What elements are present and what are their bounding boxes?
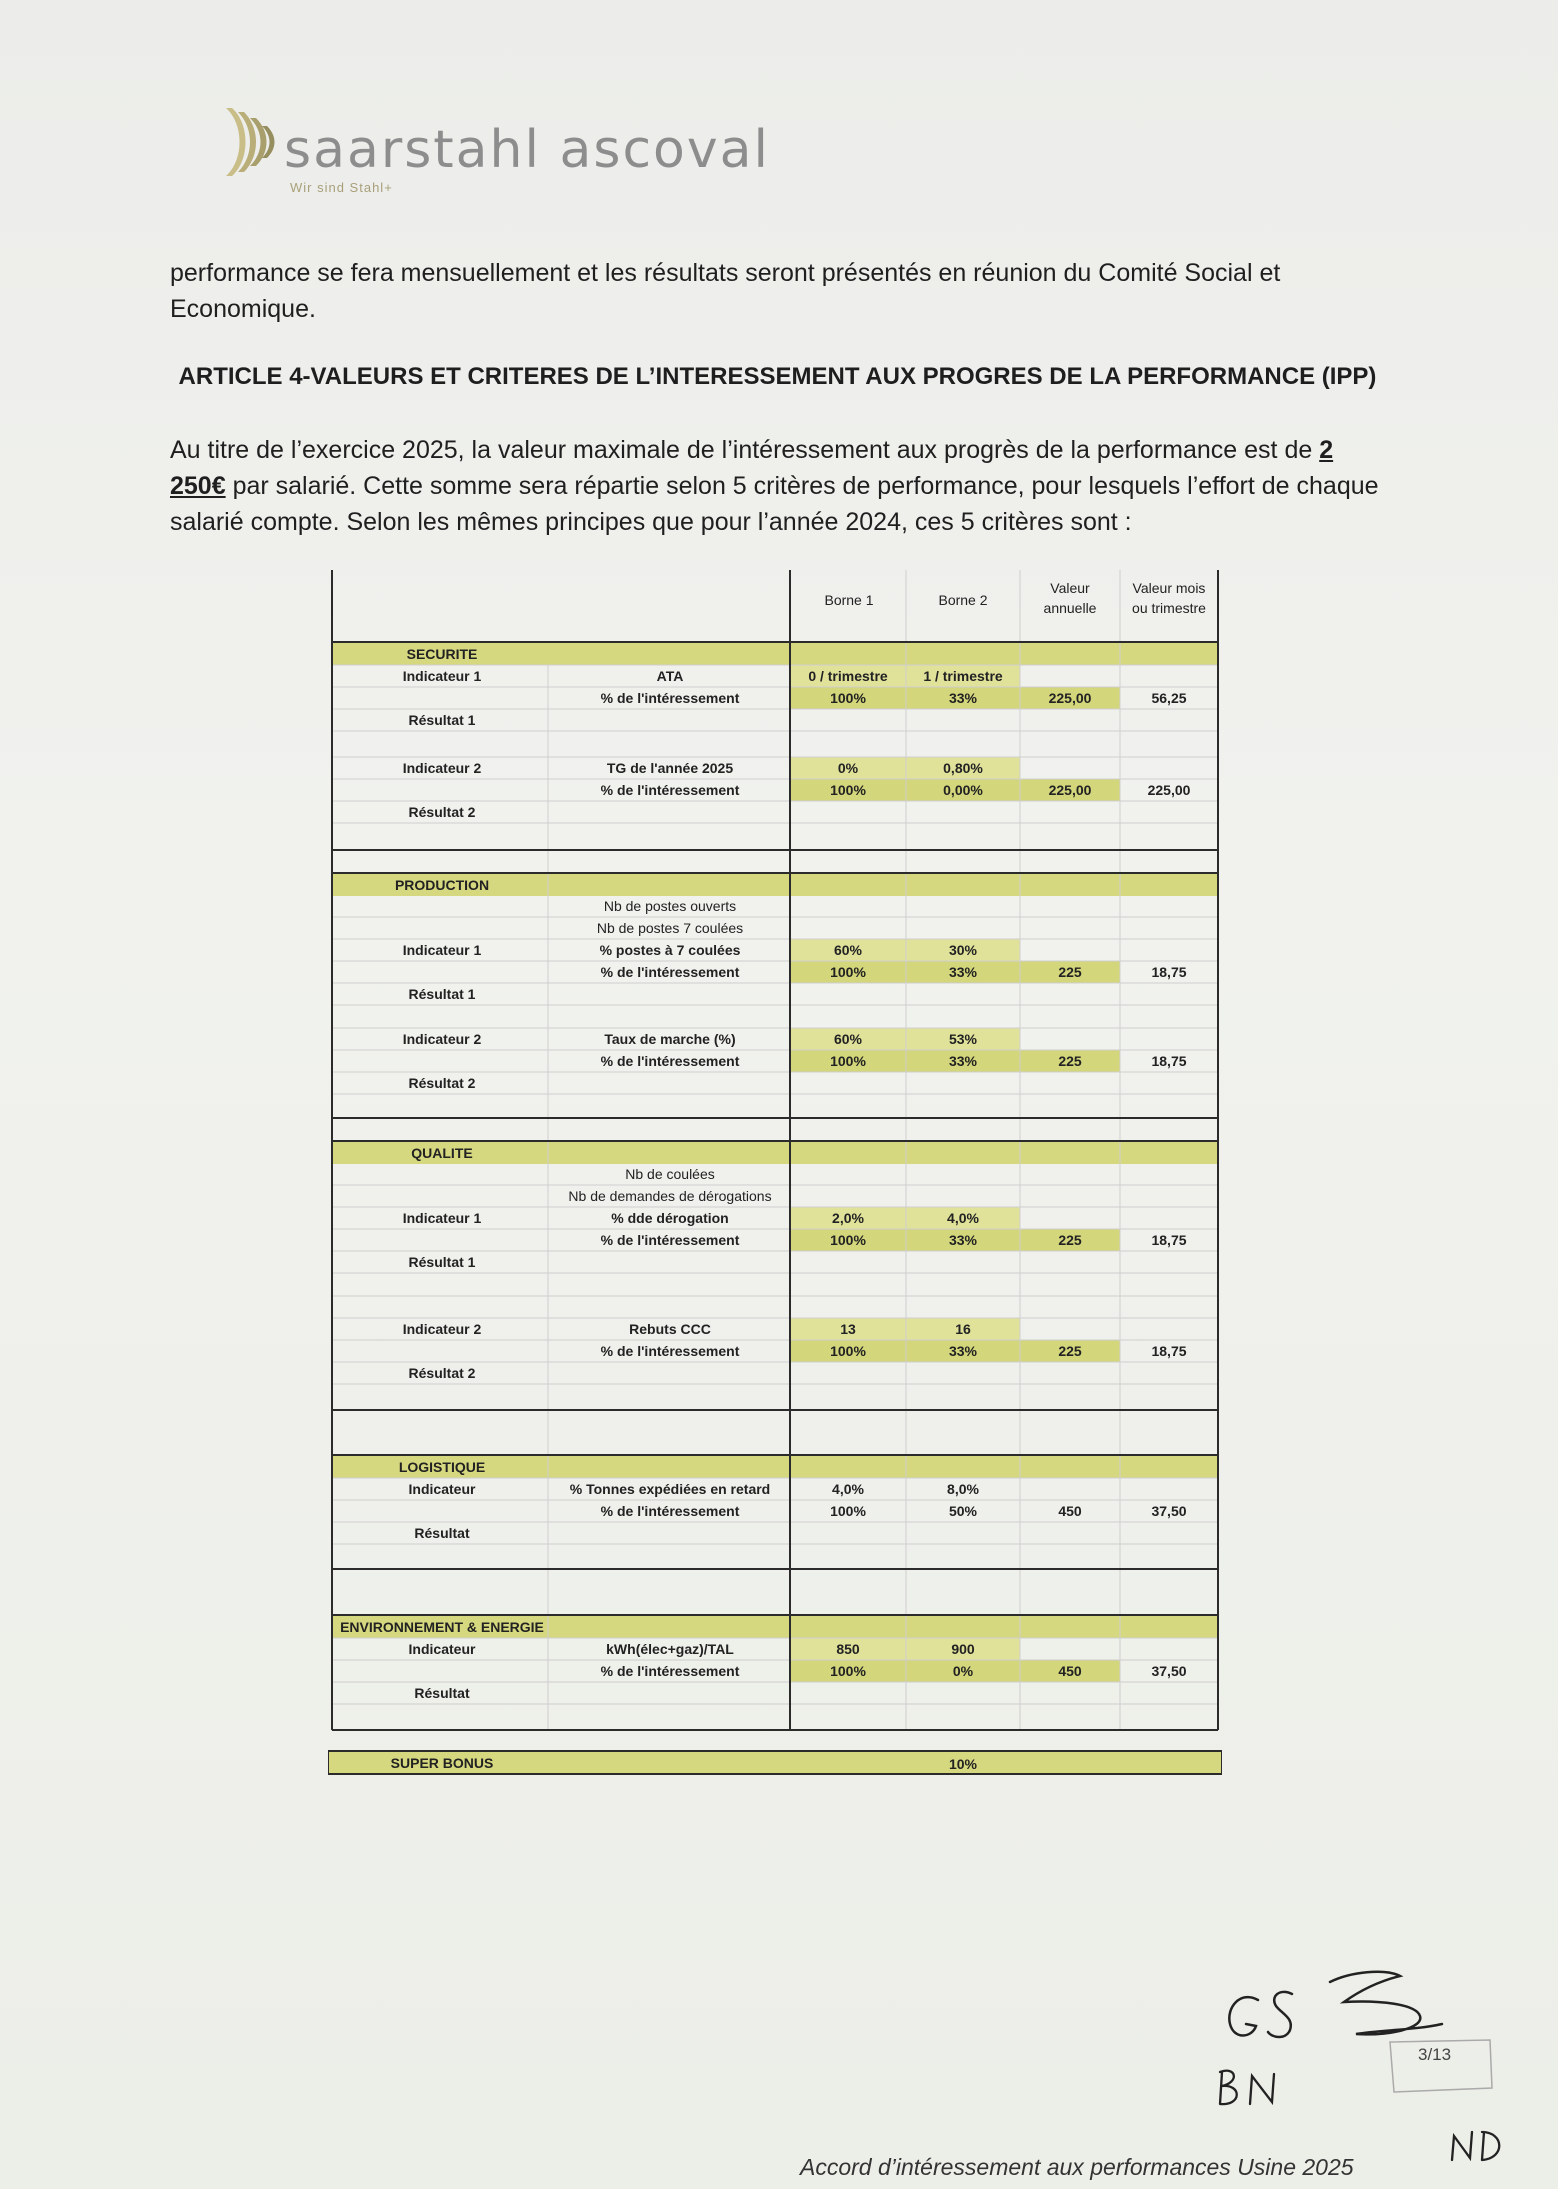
production-line-a: Nb de postes ouverts <box>603 898 737 914</box>
header-valeur-mois: Valeur mois ou trimestre <box>1132 580 1206 616</box>
logistique-ind: Indicateur <box>408 1481 476 1497</box>
securite-ind2: Indicateur 2 <box>402 760 482 776</box>
environnement-p2: 0% <box>952 1663 974 1679</box>
qualite-ind2-p1: 100% <box>830 1343 866 1359</box>
qualite-ind2-label: Rebuts CCC <box>629 1321 711 1337</box>
qualite-ind1-vm: 18,75 <box>1151 1232 1187 1248</box>
securite-ind2-b2: 0,80% <box>943 760 983 776</box>
environnement-b2: 900 <box>951 1641 975 1657</box>
qualite-ind2-vm: 18,75 <box>1151 1343 1187 1359</box>
securite-ind2-va: 225,00 <box>1048 782 1092 798</box>
max-amount: 2 250€ <box>170 436 1334 500</box>
qualite-res1: Résultat 1 <box>408 1254 476 1270</box>
section-securite: SECURITE <box>406 646 478 662</box>
environnement-b1: 850 <box>836 1641 860 1657</box>
qualite-ind1-va: 225 <box>1058 1232 1082 1248</box>
securite-ind2-vm: 225,00 <box>1147 782 1191 798</box>
logistique-res: Résultat <box>414 1525 470 1541</box>
securite-ind1-b1: 0 / trimestre <box>808 668 888 684</box>
qualite-ind2-va: 225 <box>1058 1343 1082 1359</box>
logo-mark-icon <box>222 104 282 180</box>
production-ind2-p1: 100% <box>830 1053 866 1069</box>
article-paragraph <box>170 432 1385 540</box>
securite-ind1-vm: 56,25 <box>1151 690 1187 706</box>
environnement-res: Résultat <box>414 1685 470 1701</box>
production-ind2-vm: 18,75 <box>1151 1053 1187 1069</box>
production-line-b: Nb de postes 7 coulées <box>596 920 744 936</box>
logo-tagline: Wir sind Stahl+ <box>290 180 393 195</box>
logistique-ind-label: % Tonnes expédiées en retard <box>569 1481 771 1497</box>
production-ind1: Indicateur 1 <box>402 942 482 958</box>
logistique-va: 450 <box>1058 1503 1082 1519</box>
securite-ind1: Indicateur 1 <box>402 668 482 684</box>
production-ind1-vm: 18,75 <box>1151 964 1187 980</box>
securite-ind1-pct-label: % de l'intéressement <box>600 690 740 706</box>
section-qualite: QUALITE <box>411 1145 473 1161</box>
production-ind1-pct-label: % de l'intéressement <box>600 964 740 980</box>
border-lines <box>328 570 1222 1774</box>
production-ind2-b2: 53% <box>948 1031 978 1047</box>
ipp-criteria-table <box>328 570 1222 1780</box>
production-ind1-p1: 100% <box>830 964 866 980</box>
qualite-ind1-p2: 33% <box>948 1232 978 1248</box>
production-ind2-p2: 33% <box>948 1053 978 1069</box>
super-bonus-value: 10% <box>948 1756 978 1772</box>
qualite-ind2-p2: 33% <box>948 1343 978 1359</box>
logistique-b1: 4,0% <box>832 1481 864 1497</box>
securite-ind2-pct-label: % de l'intéressement <box>600 782 740 798</box>
qualite-ind1-p1: 100% <box>830 1232 866 1248</box>
header-borne1: Borne 1 <box>824 592 874 608</box>
production-res2: Résultat 2 <box>408 1075 476 1091</box>
super-bonus-label: SUPER BONUS <box>390 1755 494 1771</box>
environnement-vm: 37,50 <box>1151 1663 1187 1679</box>
production-ind2-va: 225 <box>1058 1053 1082 1069</box>
logo-name: saarstahl ascoval <box>284 120 770 180</box>
production-ind2-pct-label: % de l'intéressement <box>600 1053 740 1069</box>
logistique-p2: 50% <box>948 1503 978 1519</box>
production-res1: Résultat 1 <box>408 986 476 1002</box>
production-ind2-b1: 60% <box>833 1031 863 1047</box>
environnement-ind: Indicateur <box>408 1641 476 1657</box>
qualite-line-b: Nb de demandes de dérogations <box>568 1188 772 1204</box>
logistique-vm: 37,50 <box>1151 1503 1187 1519</box>
securite-res2: Résultat 2 <box>408 804 476 820</box>
qualite-res2: Résultat 2 <box>408 1365 476 1381</box>
securite-ind2-p1: 100% <box>830 782 866 798</box>
securite-ind1-va: 225,00 <box>1048 690 1092 706</box>
qualite-ind1: Indicateur 1 <box>402 1210 482 1226</box>
article-heading: ARTICLE 4-VALEURS ET CRITERES DE L’INTERESSEMENT AUX PROGRES DE LA PERFORMANCE (IPP) <box>178 363 1377 390</box>
production-ind1-label: % postes à 7 coulées <box>599 942 741 958</box>
footer-title: Accord d’intéressement aux performances Usine 2025 <box>800 2154 1354 2180</box>
securite-ind2-b1: 0% <box>837 760 859 776</box>
qualite-ind2-pct-label: % de l'intéressement <box>600 1343 740 1359</box>
qualite-ind2-b1: 13 <box>840 1321 856 1337</box>
production-ind1-va: 225 <box>1058 964 1082 980</box>
production-ind1-p2: 33% <box>948 964 978 980</box>
intro-paragraph: performance se fera mensuellement et les résultats seront présentés en réunion du Comité Social et Economique. <box>170 259 1281 323</box>
environnement-pct-label: % de l'intéressement <box>600 1663 740 1679</box>
qualite-ind1-b1: 2,0% <box>832 1210 864 1226</box>
securite-ind1-label: ATA <box>656 668 684 684</box>
logistique-b2: 8,0% <box>947 1481 979 1497</box>
qualite-line-a: Nb de coulées <box>625 1166 715 1182</box>
securite-ind1-p1: 100% <box>830 690 866 706</box>
qualite-ind1-pct-label: % de l'intéressement <box>600 1232 740 1248</box>
article-paragraph-part1: Au titre de l’exercice 2025, la valeur maximale de l’intéressement aux progrès de la performance est de <box>170 436 1320 464</box>
securite-ind1-b2: 1 / trimestre <box>923 668 1003 684</box>
production-ind2: Indicateur 2 <box>402 1031 482 1047</box>
section-production: PRODUCTION <box>394 877 490 893</box>
qualite-ind2-b2: 16 <box>955 1321 971 1337</box>
header-valeur-annuelle: Valeur annuelle <box>1043 580 1097 616</box>
production-ind1-b2: 30% <box>948 942 978 958</box>
logistique-pct-label: % de l'intéressement <box>600 1503 740 1519</box>
qualite-ind1-b2: 4,0% <box>947 1210 979 1226</box>
section-environnement: ENVIRONNEMENT & ENERGIE <box>340 1619 544 1635</box>
securite-ind2-p2: 0,00% <box>943 782 983 798</box>
securite-res1: Résultat 1 <box>408 712 476 728</box>
environnement-ind-label: kWh(élec+gaz)/TAL <box>606 1641 734 1657</box>
production-ind2-label: Taux de marche (%) <box>604 1031 736 1047</box>
page-number: 3/13 <box>1418 2045 1452 2064</box>
header-borne2: Borne 2 <box>938 592 988 608</box>
logistique-p1: 100% <box>830 1503 866 1519</box>
qualite-ind1-label: % dde dérogation <box>611 1210 729 1226</box>
environnement-va: 450 <box>1058 1663 1082 1679</box>
article-paragraph-part2: par salarié. Cette somme sera répartie selon 5 critères de performance, pour lesquels l’effort de chaque salarié compte. Selon les mêmes principes que pour l’année 2024, ces 5 critères sont : <box>170 472 1379 536</box>
securite-ind2-label: TG de l'année 2025 <box>606 760 734 776</box>
section-logistique: LOGISTIQUE <box>398 1459 486 1475</box>
qualite-ind2: Indicateur 2 <box>402 1321 482 1337</box>
table-grid <box>328 570 1222 1780</box>
environnement-p1: 100% <box>830 1663 866 1679</box>
securite-ind1-p2: 33% <box>948 690 978 706</box>
production-ind1-b1: 60% <box>833 942 863 958</box>
